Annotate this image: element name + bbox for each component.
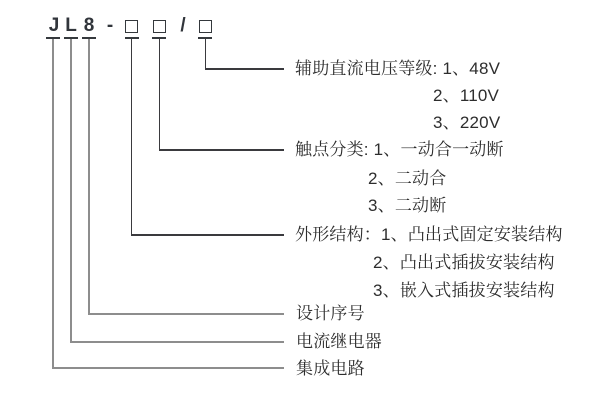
connector-contacts-vertical bbox=[159, 39, 161, 150]
connector-design-horizontal bbox=[88, 313, 284, 315]
structure-option-2: 2、凸出式插拔安装结构 bbox=[373, 253, 555, 272]
digit-box-contacts-icon bbox=[153, 20, 166, 33]
connector-voltage-vertical bbox=[205, 39, 207, 69]
model-slash: / bbox=[180, 15, 186, 36]
contacts-section-label: 触点分类: 1、一动合一动断 bbox=[295, 140, 504, 159]
connector-design-vertical bbox=[88, 39, 90, 314]
contacts-option-3: 3、二动断 bbox=[368, 196, 447, 215]
contacts-option-2: 2、二动合 bbox=[368, 169, 447, 188]
model-letter-l: L bbox=[65, 15, 77, 36]
connector-relay-vertical bbox=[70, 39, 72, 342]
voltage-section-label: 辅助直流电压等级: 1、48V bbox=[295, 59, 501, 78]
digit-box-voltage-icon bbox=[199, 20, 212, 33]
model-dash: - bbox=[106, 15, 114, 36]
current-relay-label: 电流继电器 bbox=[296, 332, 382, 351]
connector-ic-horizontal bbox=[52, 367, 284, 369]
model-letter-j: J bbox=[48, 15, 60, 36]
voltage-option-3: 3、220V bbox=[433, 113, 501, 132]
connector-structure-vertical bbox=[131, 39, 133, 235]
connector-contacts-horizontal bbox=[159, 149, 284, 151]
connector-relay-horizontal bbox=[70, 341, 284, 343]
integrated-circuit-label: 集成电路 bbox=[296, 359, 365, 378]
digit-box-structure-icon bbox=[125, 20, 138, 33]
connector-voltage-horizontal bbox=[205, 68, 284, 70]
model-digit-8: 8 bbox=[83, 15, 95, 36]
structure-section-label: 外形结构：1、凸出式固定安装结构 bbox=[295, 225, 563, 244]
connector-ic-vertical bbox=[52, 39, 54, 368]
design-serial-label: 设计序号 bbox=[296, 304, 365, 323]
structure-option-3: 3、嵌入式插拔安装结构 bbox=[373, 281, 555, 300]
connector-structure-horizontal bbox=[131, 234, 284, 236]
voltage-option-2: 2、110V bbox=[433, 86, 500, 105]
